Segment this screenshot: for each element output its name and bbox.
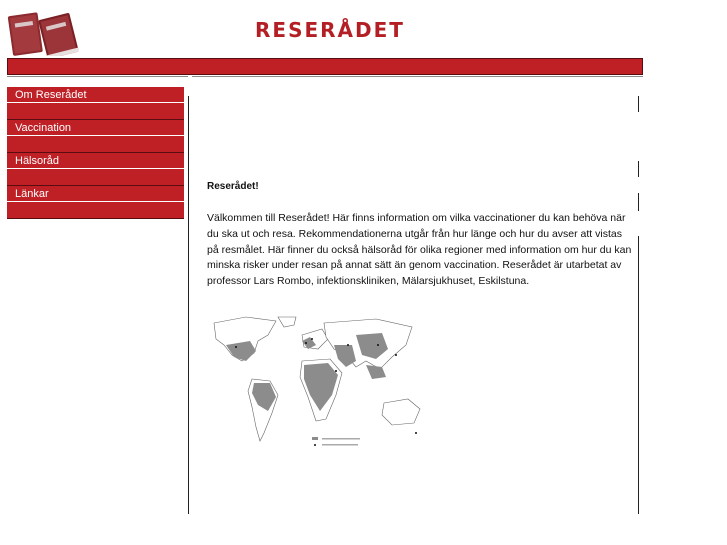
nav-spacer bbox=[7, 103, 184, 120]
nav-item-vaccination[interactable]: Vaccination bbox=[7, 120, 184, 136]
content-border-right-segment bbox=[638, 236, 639, 514]
divider-right bbox=[192, 76, 643, 77]
nav-spacer bbox=[7, 169, 184, 186]
header-bar bbox=[7, 58, 643, 75]
logo-books-image bbox=[6, 8, 82, 56]
nav-spacer bbox=[7, 136, 184, 153]
content-border-left bbox=[188, 96, 189, 514]
nav-item-lankar[interactable]: Länkar bbox=[7, 186, 184, 202]
content-body: Välkommen till Reserådet! Här finns information om vilka vaccinationer du kan behöva när du ska ut och resa. Rekommendationerna utgår från hur länge och hur du avser att vistas på resmålet. Här finner du också hälsoråd för olika regioner med information om hur du kan minska risker under resan på annat sätt än genom vaccination. Reserådet är utarbetat av professor Lars Rombo, infektionskliniken, Mälarsjukhuset, Eskilstuna. bbox=[207, 212, 632, 288]
sidebar-nav bbox=[7, 87, 184, 219]
divider-left bbox=[7, 76, 188, 77]
main-content bbox=[207, 181, 635, 290]
nav-item-halsorad[interactable]: Hälsoråd bbox=[7, 153, 184, 169]
nav-item-om-reseradet[interactable]: Om Reserådet bbox=[7, 87, 184, 103]
site-title: RESERÅDET bbox=[255, 18, 405, 42]
content-border-right-segment bbox=[638, 96, 639, 112]
content-border-right-segment bbox=[638, 193, 639, 211]
world-map-image bbox=[206, 315, 436, 451]
content-heading: Reserådet! bbox=[207, 181, 259, 192]
nav-spacer bbox=[7, 202, 184, 219]
content-border-right-segment bbox=[638, 161, 639, 177]
